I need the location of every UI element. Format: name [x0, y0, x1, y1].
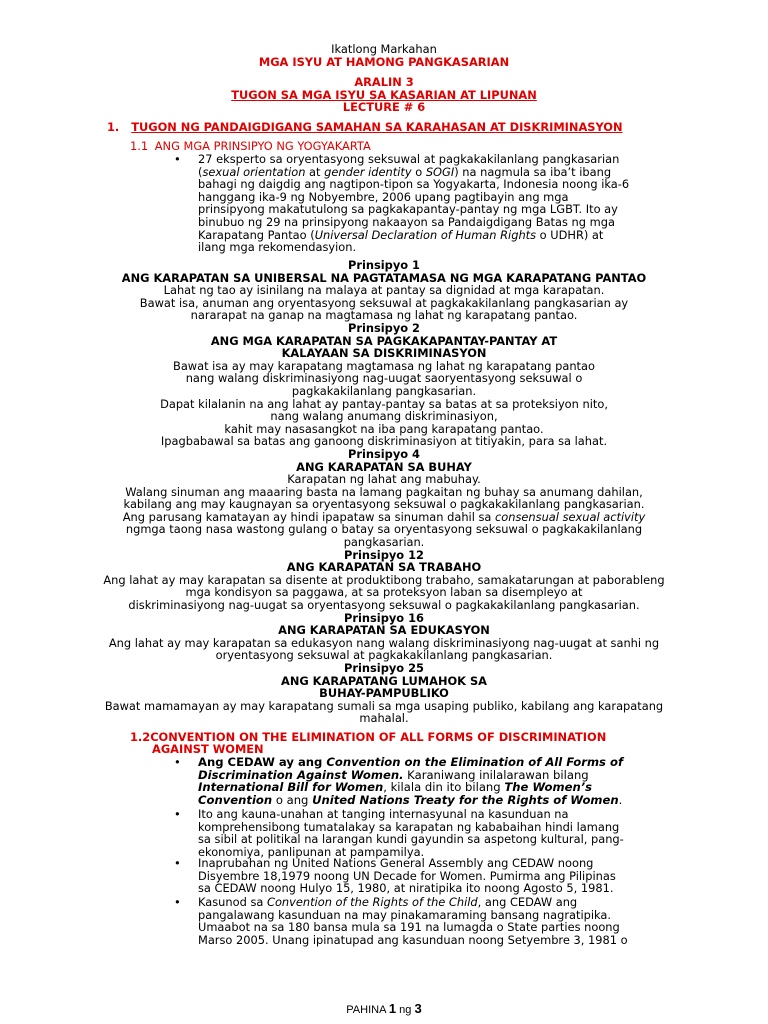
- principle-text: mahalal.: [359, 711, 409, 726]
- principle-text: ngmga taong nasa wastong gulang o batay sa oryentasyong seksuwal o pagkakakilanlang: [125, 522, 643, 537]
- lecture-heading: LECTURE # 6: [342, 100, 426, 114]
- text-line: bahagi ng daigdig ang nagtipon-tipon sa Yogyakarta, Indonesia noong ika-6: [198, 177, 630, 192]
- section-1-2-title: CONVENTION ON THE ELIMINATION OF ALL FORMS OF DISCRIMINATION: [150, 730, 607, 744]
- principle-text: kabilang ang may kaugnayan sa oryentasyong seksuwal o pagkakakilanlang pangkasarian.: [123, 497, 645, 512]
- principle-text: kahit may nasasangkot na iba pang karapatang pantao.: [224, 421, 544, 436]
- principle-text: diskriminasiyong nag-uugat sa oryentasyong seksuwal o pagkakakilanlang pangkasarian.: [128, 598, 640, 613]
- footer-prefix: PAHINA: [346, 1004, 386, 1016]
- principle-text: nang walang anumang diskriminasiyon,: [270, 409, 498, 424]
- section-1-2-title-cont: AGAINST WOMEN: [152, 742, 264, 756]
- principle-label: Prinsipyo 1: [348, 258, 420, 272]
- bullet-icon: •: [174, 755, 181, 769]
- text-line: prinsipyong makatutulong sa pagkakapantay-pantay ng mga LGBT. Ito ay: [198, 202, 618, 217]
- text-line: binubuo ng 29 na prinsipyong nakaayon sa Pandaigdigang Batas ng mga: [198, 214, 615, 229]
- principle-title: ANG MGA KARAPATAN SA PAGKAKAPANTAY-PANTAY AT: [210, 333, 558, 348]
- principle-text: Bawat isa, anuman ang oryentasyong seksuwal at pagkakakilanlang pangkasarian ay: [139, 295, 629, 310]
- principle-text: Ang lahat ay may karapatan sa edukasyon nang walang diskriminasiyong nag-uugat at sanhi ng: [108, 635, 660, 650]
- text-line: 27 eksperto sa oryentasyong seksuwal at pagkakakilanlang pangkasarian: [198, 152, 620, 166]
- principle-label: Prinsipyo 25: [344, 661, 424, 675]
- text-line: Ito ang kauna-unahan at tanging internasyunal na kasunduan na: [198, 807, 569, 821]
- principle-title: KALAYAAN SA DISKRIMINASYON: [281, 346, 487, 361]
- section-1-title: TUGON NG PANDAIGDIGANG SAMAHAN SA KARAHASAN AT DISKRIMINASYON: [131, 120, 623, 134]
- section-1-1-number: 1.1: [130, 139, 149, 153]
- cedaw-bullet-4: [198, 896, 688, 946]
- principles-block: [80, 259, 688, 725]
- principle-label: Prinsipyo 12: [344, 547, 424, 562]
- principle-label: Prinsipyo 16: [344, 610, 424, 625]
- section-1-2-number: 1.2: [130, 730, 151, 744]
- principle-label: Prinsipyo 4: [348, 446, 420, 461]
- principle-text: nang walang diskriminasiyong nag-uugat saoryentasyong seksuwal o: [185, 371, 583, 386]
- text-line: Ang CEDAW ay ang Convention on the Elimination of All Forms of: [198, 755, 624, 769]
- page-footer: [0, 1003, 768, 1017]
- text-line: Disyembre 18,1979 noong UN Decade for Women. Pumirma ang Pilipinas: [198, 868, 616, 883]
- section-1-heading: [107, 121, 623, 134]
- text-line: Inaprubahan ng United Nations General Assembly ang CEDAW noong: [198, 856, 594, 870]
- lesson-heading: ARALIN 3: [354, 75, 414, 89]
- principle-label: Prinsipyo 2: [348, 320, 420, 335]
- page-total: 3: [414, 1001, 422, 1016]
- bullet-icon: •: [174, 152, 181, 166]
- principle-text: Walang sinuman ang maaaring basta na lamang pagkaitan ng buhay sa anumang dahilan,: [125, 484, 643, 499]
- principle-text: Dapat kilalanin na ang lahat ay pantay-pantay sa batas at sa proteksiyon nito,: [160, 396, 608, 411]
- footer-of: ng: [399, 1004, 412, 1016]
- text-line: Discrimination Against Women. Karaniwang inilalarawan bilang: [198, 767, 589, 782]
- text-line: Umaabot na sa 180 bansa mula sa 191 na lumagda o State parties noong: [198, 920, 620, 935]
- text-line: ekonomiya, panlipunan at pampamilya.: [198, 844, 425, 859]
- bullet-icon: •: [174, 807, 181, 821]
- yogyakarta-text: [198, 153, 688, 254]
- section-1-1-heading: [130, 140, 371, 153]
- principle-text: Karapatan ng lahat ang mabuhay.: [287, 472, 481, 487]
- text-line: Karapatang Pantao (Universal Declaration of Human Rights o UDHR) at: [198, 227, 604, 242]
- text-line: International Bill for Women, kilala din ito bilang The Women’s: [198, 780, 593, 795]
- principle-title: ANG KARAPATAN SA BUHAY: [296, 459, 472, 474]
- text-line: sa CEDAW noong Hulyo 15, 1980, at niratipika ito noong Agosto 5, 1981.: [198, 881, 614, 896]
- principle-text: mga kondisyon sa paggawa, at sa proteksyon laban sa disempleyo at: [185, 585, 583, 600]
- section-1-1-title: ANG MGA PRINSIPYO NG YOGYAKARTA: [154, 139, 371, 153]
- principle-text: Ang parusang kamatayan ay hindi ipapataw sa sinuman dahil sa consensual sexual activity: [122, 509, 646, 524]
- principle-text: Ang lahat ay may karapatan sa disente at produktibong trabaho, samakatarungan at paborableng: [103, 572, 665, 587]
- bullet-icon: •: [174, 856, 181, 870]
- cedaw-bullet-2: [198, 808, 688, 858]
- principle-title: ANG KARAPATAN SA TRABAHO: [286, 560, 482, 575]
- principle-text: pangkasarian.: [343, 535, 425, 550]
- principle-title: BUHAY-PAMPUBLIKO: [319, 686, 449, 701]
- text-line: Marso 2005. Unang ipinatupad ang kasunduan noong Setyembre 3, 1981 o: [198, 932, 628, 947]
- principle-title: ANG KARAPATANG LUMAHOK SA: [281, 673, 487, 688]
- text-line: pangalawang kasunduan na may pinakamaraming bansang nagratipika.: [198, 907, 611, 922]
- principle-text: Bawat isa ay may karapatang magtamasa ng lahat ng karapatang pantao: [173, 358, 595, 373]
- principle-text: Lahat ng tao ay isinilang na malaya at pantay sa dignidad at mga karapatan.: [163, 283, 605, 298]
- page-number: 1: [388, 1001, 397, 1016]
- principle-text: pagkakakilanlang pangkasarian.: [291, 383, 477, 398]
- text-line: hanggang ika-9 ng Nobyembre, 2006 upang pagtibayin ang mga: [198, 189, 569, 204]
- principle-text: oryentasyong seksuwal at pagkakakilanlang pangkasarian.: [215, 648, 553, 663]
- cedaw-bullet-1: [198, 756, 688, 806]
- principle-text: nararapat na ganap na magtamasa ng lahat ng karapatang pantao.: [190, 308, 578, 323]
- principle-text: Bawat mamamayan ay may karapatang sumali sa mga usaping publiko, kabilang ang karapatang: [104, 698, 664, 713]
- bullet-icon: •: [174, 895, 181, 909]
- principle-title: ANG KARAPATAN SA EDUKASYON: [278, 623, 490, 638]
- quarter-heading: Ikatlong Markahan: [331, 42, 437, 56]
- topic-heading: MGA ISYU AT HAMONG PANGKASARIAN: [258, 55, 510, 69]
- principle-text: Ipagbabawal sa batas ang ganoong diskriminasiyon at titiyakin, para sa lahat.: [160, 434, 608, 449]
- text-line: sa sibil at politikal na larangan kundi gayundin sa aspetong kultural, pang-: [198, 832, 624, 847]
- text-line: komprehensibong tumatalakay sa karapatan ng kababaihan hindi lamang: [198, 819, 620, 834]
- lesson-title: TUGON SA MGA ISYU SA KASARIAN AT LIPUNAN: [231, 88, 537, 102]
- principle-title: ANG KARAPATAN SA UNIBERSAL NA PAGTATAMASA NG MGA KARAPATANG PANTAO: [121, 270, 647, 285]
- text-line: (sexual orientation at gender identity o SOGI) na nagmula sa iba’t ibang: [198, 164, 612, 179]
- text-line: Convention o ang United Nations Treaty for the Rights of Women.: [198, 792, 623, 807]
- text-line: ilang mga rekomendasyion.: [198, 240, 357, 255]
- text-line: Kasunod sa Convention of the Rights of the Child, ang CEDAW ang: [198, 895, 578, 909]
- cedaw-bullet-3: [198, 857, 688, 895]
- section-1-number: 1.: [107, 120, 120, 134]
